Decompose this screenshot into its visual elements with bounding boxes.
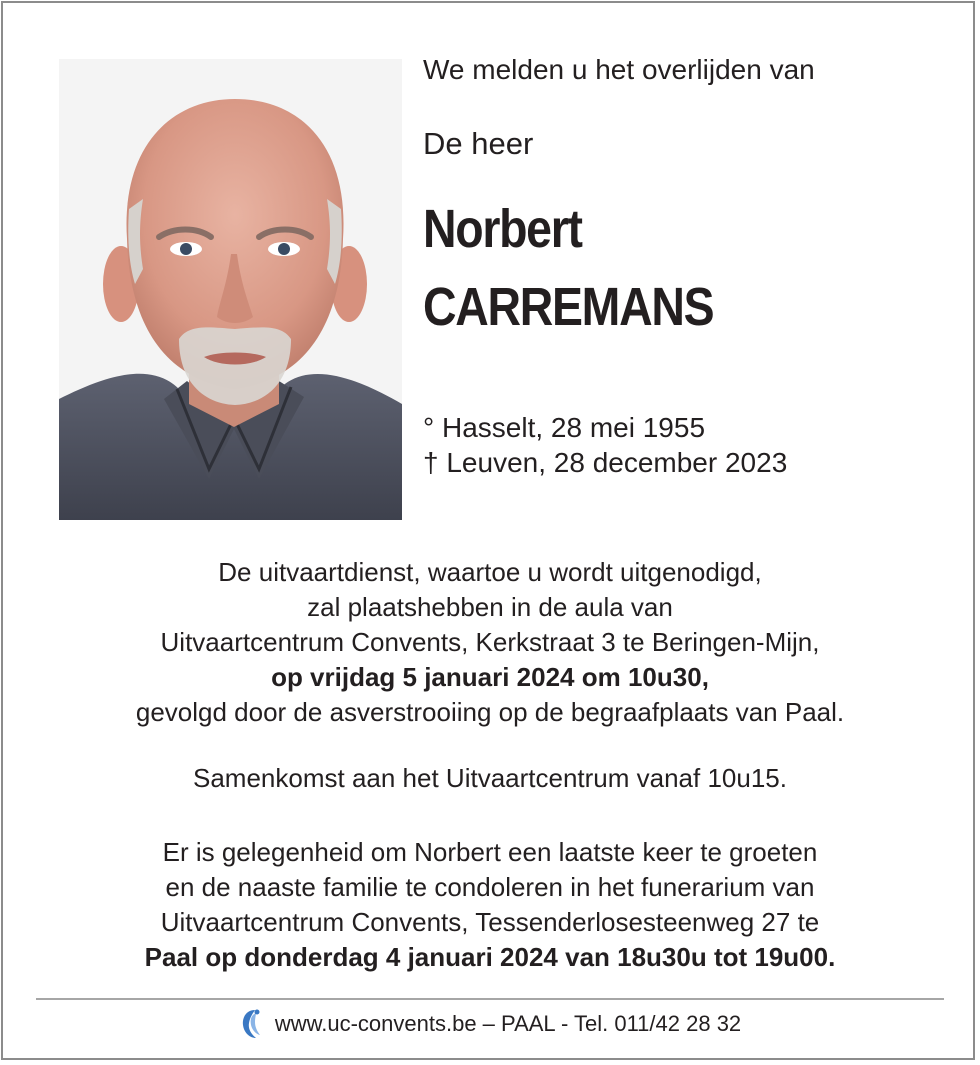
service-paragraph: [20, 555, 960, 730]
service-line: zal plaatshebben in de aula van: [307, 592, 673, 622]
death-line: † Leuven, 28 december 2023: [423, 447, 788, 478]
portrait-illustration: [59, 59, 402, 520]
service-datetime: [20, 660, 960, 695]
service-line: De uitvaartdienst, waartoe u wordt uitgenodigd,: [218, 557, 762, 587]
service-line: Uitvaartcentrum Convents, Kerkstraat 3 te Beringen-Mijn,: [160, 627, 820, 657]
condolences-line: en de naaste familie te condoleren in het funerarium van: [165, 872, 815, 902]
gathering-line: Samenkomst aan het Uitvaartcentrum vanaf 10u15.: [193, 763, 787, 793]
first-name: Norbert: [423, 199, 582, 259]
condolences-datetime-bold: Paal op donderdag 4 januari 2024 van 18u30u tot 19u00.: [144, 942, 836, 972]
salutation: De heer: [423, 126, 534, 161]
service-datetime-bold: op vrijdag 5 januari 2024 om 10u30,: [271, 662, 709, 692]
service-line: gevolgd door de asverstrooiing op de begraafplaats van Paal.: [135, 697, 845, 727]
footer-contact: www.uc-convents.be – PAAL - Tel. 011/42 28 32: [274, 1011, 742, 1037]
intro-text: We melden u het overlijden van: [423, 54, 815, 85]
gathering-paragraph: [20, 761, 960, 796]
life-dates: [423, 410, 787, 480]
footer: [0, 1006, 980, 1041]
condolences-line: Er is gelegenheid om Norbert een laatste keer te groeten: [162, 837, 818, 867]
birth-line: ° Hasselt, 28 mei 1955: [423, 412, 706, 443]
condolences-paragraph: [20, 835, 960, 975]
portrait-photo: [59, 59, 402, 520]
last-name: CARREMANS: [423, 277, 714, 337]
condolences-datetime: [20, 940, 960, 975]
condolences-line: Uitvaartcentrum Convents, Tessenderlosesteenweg 27 te: [160, 907, 820, 937]
funeral-home-logo-icon: [239, 1007, 263, 1041]
footer-divider: [36, 998, 944, 1000]
